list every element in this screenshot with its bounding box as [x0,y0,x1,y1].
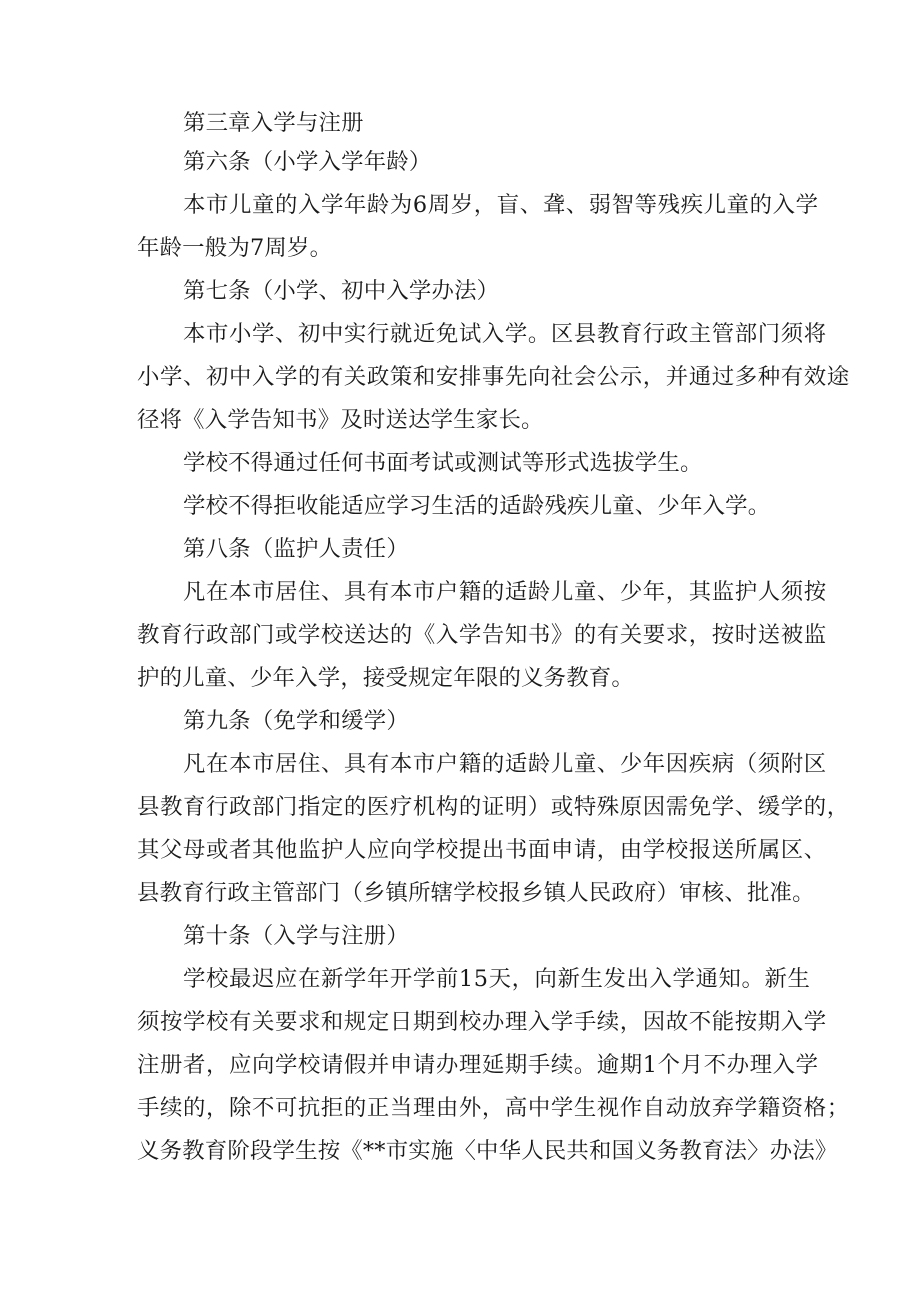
article-9-line-3: 其父母或者其他监护人应向学校提出书面申请，由学校报送所属区、 [137,837,827,863]
article-10-line-1: 学校最迟应在新学年开学前15天，向新生发出入学通知。新生 [183,966,811,992]
article-6-heading: 第六条（小学入学年龄） [183,149,432,175]
article-10-heading: 第十条（入学与注册） [183,923,409,949]
article-10-line-2: 须按学校有关要求和规定日期到校办理入学手续，因故不能按期入学 [137,1009,827,1035]
article-8-line-3: 护的儿童、少年入学，接受规定年限的义务教育。 [137,665,634,691]
article-10-line-4: 手续的，除不可抗拒的正当理由外，高中学生视作自动放弃学籍资格； [137,1095,850,1121]
article-10-line-3: 注册者，应向学校请假并申请办理延期手续。逾期1个月不办理入学 [137,1052,819,1078]
article-8-line-2: 教育行政部门或学校送达的《入学告知书》的有关要求，按时送被监 [137,622,827,648]
article-10-line-5: 义务教育阶段学生按《**市实施〈中华人民共和国义务教育法〉办法》 [137,1138,838,1164]
article-8-line-1: 凡在本市居住、具有本市户籍的适龄儿童、少年，其监护人须按 [183,579,827,605]
article-7-p3: 学校不得拒收能适应学习生活的适龄残疾儿童、少年入学。 [183,493,771,519]
article-6-line-1: 本市儿童的入学年龄为6周岁，盲、聋、弱智等残疾儿童的入学 [183,192,819,218]
article-9-line-4: 县教育行政主管部门（乡镇所辖学校报乡镇人民政府）审核、批准。 [137,880,815,906]
article-9-line-2: 县教育行政部门指定的医疗机构的证明）或特殊原因需免学、缓学的， [137,794,850,820]
article-8-heading: 第八条（监护人责任） [183,536,409,562]
article-7-p1-line-1: 本市小学、初中实行就近免试入学。区县教育行政主管部门须将 [183,321,827,347]
article-7-heading: 第七条（小学、初中入学办法） [183,278,500,304]
article-6-line-2: 年龄一般为7周岁。 [137,235,333,261]
article-9-heading: 第九条（免学和缓学） [183,708,409,734]
chapter-heading: 第三章入学与注册 [183,110,364,136]
article-7-p2: 学校不得通过任何书面考试或测试等形式选拔学生。 [183,450,703,476]
article-9-line-1: 凡在本市居住、具有本市户籍的适龄儿童、少年因疾病（须附区 [183,751,827,777]
article-7-p1-line-2: 小学、初中入学的有关政策和安排事先向社会公示，并通过多种有效途 [137,364,850,390]
article-7-p1-line-3: 径将《入学告知书》及时送达学生家长。 [137,407,544,433]
